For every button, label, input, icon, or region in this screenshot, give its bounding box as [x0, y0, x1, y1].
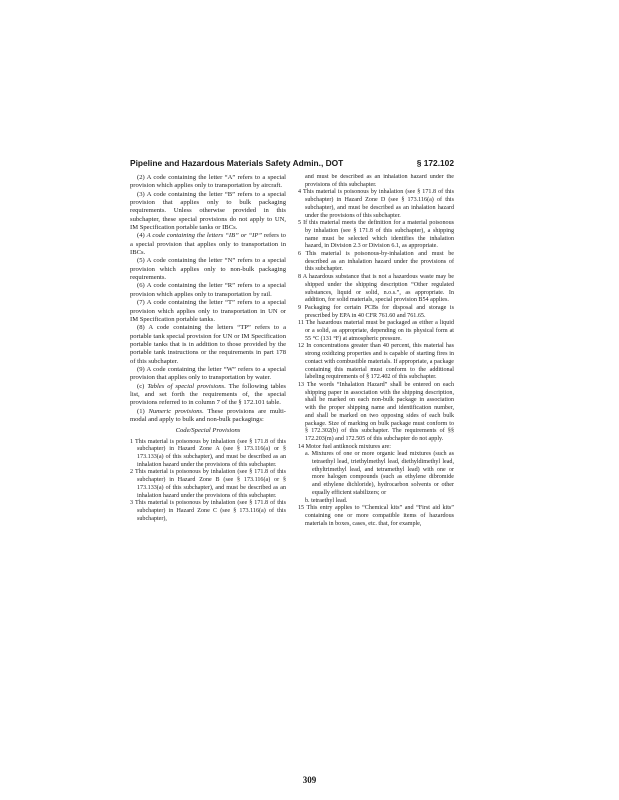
special-provision-3: 3 This material is poisonous by inhalation (see § 171.8 of this subchapter) in Hazard Zone C (see § 173.116(a) of this subchapter),: [130, 500, 286, 522]
special-provision-6: 6 This material is poisonous-by-inhalation and must be described as an inhalation hazard under the provisions of this subchapter.: [298, 251, 454, 273]
paragraph-c1: [130, 408, 286, 425]
paragraph-4-number: (4): [137, 232, 145, 240]
paragraph-c-italic: Tables of special provisions.: [147, 382, 226, 390]
paragraph-3: (3) A code containing the letter “B” refers to a special provision that applies only to bulk packaging requirements. Unless otherwise provided in this subchapter, these special provisions do not apply to UN, IM Specification portable tanks or IBCs.: [130, 190, 286, 232]
special-provision-14: 14 Motor fuel antiknock mixtures are:: [298, 443, 391, 450]
special-provision-14-a: a. Mixtures of one or more organic lead mixtures (such as tetraethyl lead, triethylmethyl lead, diethyldimethyl lead, ethyltrimethyl lead, and tetramethyl lead) with one or more halogen compounds (such as ethylene dibromide and ethylene dichloride), hydrocarbon solvents or other equally efficient stabilizers; or: [305, 451, 454, 496]
paragraph-9: (9) A code containing the letter “W” refers to a special provision that applies only to transportation by water.: [130, 365, 286, 382]
paragraph-c1-number: (1): [137, 407, 145, 415]
paragraph-c-number: (c): [137, 382, 145, 390]
left-column: [130, 174, 286, 774]
special-provision-1: 1 This material is poisonous by inhalation (see § 171.8 of this subchapter) in Hazard Zone A (see § 173.116(a) or § 173.133(a) of this subchapter), and must be described as an inhalation hazard under the provisions of this subchapter.: [130, 438, 286, 468]
paragraph-c: [130, 383, 286, 408]
special-provision-11: 11 The hazardous material must be packaged as either a liquid or a solid, as appropriate, depending on its physical form at 55 °C (131 °F) at atmospheric pressure.: [298, 320, 454, 342]
special-provision-15: 15 This entry applies to “Chemical kits” and “First aid kits” containing one or more compatible items of hazardous materials in boxes, cases, etc. that, for example,: [298, 505, 454, 527]
paragraph-7: (7) A code containing the letter “T” refers to a special provision which applies only to transportation in UN or IM Specification portable tanks.: [130, 299, 286, 323]
paragraph-c-text: The following tables list, and set forth the requirements of, the special provisions referred to in column 7 of the § 172.101 table.: [130, 382, 286, 407]
paragraph-c1-italic: Numeric provisions.: [148, 407, 204, 415]
special-provision-5: 5 If this material meets the definition for a material poisonous by inhalation (see § 171.8 of this subchapter), a shipping name must be selected which identifies the inhalation hazard, in Division 2.3 or Division 6.1, as appropriate.: [298, 220, 454, 250]
paragraph-4-italic: A code containing the letters “IB” or “IP”: [146, 232, 263, 240]
special-provision-4: 4 This material is poisonous by inhalation (see § 171.8 of this subchapter) in Hazard Zone D (see § 173.116(a) of this subchapter), and must be described as an inhalation hazard under the provisions of this subchapter.: [298, 189, 454, 219]
right-column: [298, 174, 454, 774]
paragraph-6: (6) A code containing the letter “R” refers to a special provision which applies only to transportation by rail.: [130, 282, 286, 298]
running-head-title: Pipeline and Hazardous Materials Safety Admin., DOT: [130, 158, 344, 168]
section-number: § 172.102: [416, 158, 454, 168]
paragraph-2: (2) A code containing the letter “A” refers to a special provision which applies only to transportation by aircraft.: [130, 174, 286, 190]
page-number: 309: [302, 775, 317, 785]
code-heading: Code/Special Provisions: [175, 427, 241, 435]
paragraph-4: [130, 232, 286, 257]
special-provision-12: 12 In concentrations greater than 40 percent, this material has strong oxidizing properties and is capable of starting fires in contact with combustible materials. If appropriate, a package containing this material must conform to the additional labeling requirements of § 172.402 of this subchapter.: [298, 343, 454, 381]
paragraph-8: (8) A code containing the letters “TP” refers to a portable tank special provision for UN or IM Specification portable tanks that is in addition to those provided by the portable tank instructions or the requirements in part 178 of this subchapter.: [130, 324, 286, 365]
special-provision-9: 9 Packaging for certain PCBs for disposal and storage is prescribed by EPA in 40 CFR 761.60 and 761.65.: [298, 304, 454, 319]
paragraph-5: (5) A code containing the letter “N” refers to a special provision which applies only to non-bulk packaging requirements.: [130, 257, 286, 282]
special-provision-2: 2 This material is poisonous by inhalation (see § 171.8 of this subchapter) in Hazard Zone B (see § 173.116(a) or § 173.133(a) of this subchapter), and must be described as an inhalation hazard under the provisions of this subchapter.: [130, 469, 286, 499]
special-provision-3-continued: and must be described as an inhalation hazard under the provisions of this subchapter.: [305, 174, 454, 188]
paragraph-4-text: refers to a special provision that applies only to transportation in IBCs.: [130, 232, 286, 257]
paragraph-c1-text: These provisions are multi-modal and apply to bulk and non-bulk packagings:: [130, 407, 286, 423]
running-head: [130, 156, 454, 170]
special-provision-13: 13 The words “Inhalation Hazard” shall be entered on each shipping paper in association with the shipping description, shall be marked on each non-bulk package in association with the proper shipping name and identification number, and shall be marked on two opposing sides of each bulk package. Size of marking on bulk package must conform to § 172.302(b) of this subchapter. The requirements of §§ 172.203(m) and 172.505 of this subchapter do not apply.: [298, 381, 454, 442]
special-provision-14-b: b. tetraethyl lead.: [305, 497, 348, 504]
special-provision-8: 8 A hazardous substance that is not a hazardous waste may be shipped under the shipping description “Other regulated substances, liquid or solid, n.o.s.”, as appropriate. In addition, for solid materials, special provision B54 applies.: [298, 274, 454, 304]
